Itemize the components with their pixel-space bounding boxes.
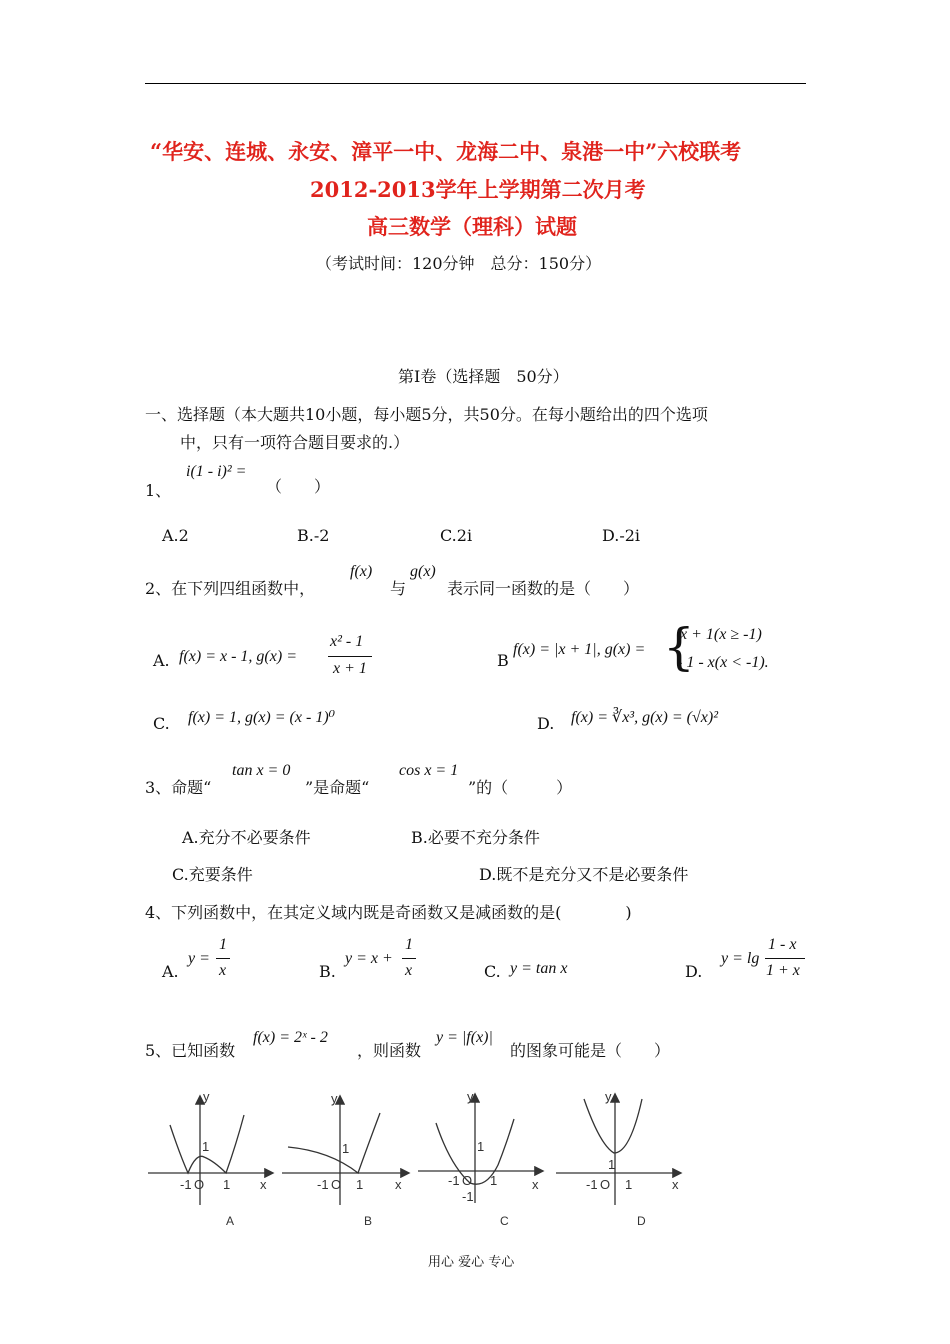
q2-g: g(x): [410, 563, 436, 580]
graph-b-tick-1: 1: [356, 1177, 364, 1192]
graph-d-x-label: x: [672, 1177, 679, 1192]
q1-expression: i(1 - i)² =: [186, 463, 247, 480]
q4-a-den: x: [219, 962, 227, 979]
q3-option-b: B.必要不充分条件: [411, 828, 540, 847]
q2-a-expr: f(x) = x - 1, g(x) =: [179, 648, 297, 665]
q4-d-den: 1 + x: [766, 962, 800, 979]
q5-g-expr: y = |f(x)|: [436, 1029, 493, 1046]
q2-d-expr: f(x) = ∛x³, g(x) = (√x)²: [571, 709, 718, 726]
graph-a-tick-neg1: -1: [180, 1177, 192, 1192]
graph-a-x-label: x: [260, 1177, 267, 1192]
q4-d-bar: [765, 958, 805, 959]
graph-b-curve: [288, 1113, 380, 1173]
section-title: 第Ⅰ卷（选择题 50分）: [398, 367, 569, 386]
q5-f-expr: f(x) = 2ˣ - 2: [253, 1029, 328, 1046]
graph-a-y-label: y: [203, 1089, 210, 1104]
q2-b-case-1: x + 1(x ≥ -1): [680, 626, 762, 643]
graph-a: [148, 1097, 272, 1205]
q2-c-expr: f(x) = 1, g(x) = (x - 1)⁰: [188, 709, 336, 726]
graph-a-tick-y1: 1: [202, 1139, 210, 1154]
q1-option-c: C.2i: [440, 526, 473, 545]
q4-b-den: x: [405, 962, 413, 979]
q2-a-numerator: x² - 1: [330, 633, 364, 650]
q2-a-label: A.: [153, 651, 170, 670]
q4-stem: 4、下列函数中，在其定义域内既是奇函数又是减函数的是( ): [145, 903, 632, 922]
q5-stem-pre: 5、已知函数: [145, 1041, 236, 1060]
graph-b-label: B: [364, 1214, 373, 1228]
q4-c-expr: y = tan x: [510, 960, 568, 977]
q3-stem-pre: 3、命题“: [145, 778, 212, 797]
q2-b-expr: f(x) = |x + 1|, g(x) =: [513, 641, 646, 658]
instruction-line-2: 中，只有一项符合题目要求的.）: [180, 433, 410, 452]
footer-text: 用心 爱心 专心: [428, 1255, 515, 1270]
q4-b-bar: [402, 958, 416, 959]
graph-c-tick-1: 1: [490, 1173, 498, 1188]
graph-c-y-label: y: [467, 1089, 474, 1104]
graph-d-origin: O: [600, 1177, 611, 1192]
q5-stem-post: 的图象可能是（ ）: [510, 1041, 671, 1060]
graph-b-origin: O: [331, 1177, 342, 1192]
q2-b-brace: {: [663, 618, 695, 676]
graph-d-y-label: y: [605, 1089, 612, 1104]
graph-c-tick-yneg1: -1: [462, 1189, 474, 1204]
q2-c-label: C.: [153, 714, 170, 733]
q3-stem-post: ”的（ ）: [468, 778, 573, 797]
q2-mid: 与: [390, 579, 407, 598]
q4-d-num: 1 - x: [768, 936, 797, 953]
q1-number: 1、: [145, 481, 172, 500]
q2-b-label: B: [497, 651, 509, 670]
q4-b-label: B.: [319, 962, 336, 981]
graph-c-label: C: [500, 1214, 509, 1228]
q2-stem-post: 表示同一函数的是（ ）: [447, 579, 640, 598]
q3-p: tan x = 0: [232, 762, 291, 779]
q5-stem-mid: ，则函数: [357, 1041, 422, 1060]
q3-option-d: D.既不是充分又不是必要条件: [479, 865, 689, 884]
q4-a-bar: [216, 958, 230, 959]
header-rule: [145, 83, 806, 84]
graph-c-x-label: x: [532, 1177, 539, 1192]
graph-c-origin: O: [462, 1173, 473, 1188]
graph-c-tick-y1: 1: [477, 1139, 485, 1154]
graph-b-tick-neg1: -1: [317, 1177, 329, 1192]
q3-q: cos x = 1: [399, 762, 459, 779]
title-line-2: 2012-2013学年上学期第二次月考: [310, 177, 646, 202]
q3-option-c: C.充要条件: [172, 865, 253, 884]
instruction-line-1: 一、选择题（本大题共10小题，每小题5分，共50分。在每小题给出的四个选项: [145, 405, 708, 424]
graph-b-y-label: y: [331, 1091, 338, 1106]
q4-d-pre: y = lg: [721, 950, 760, 967]
exam-info: （考试时间：120分钟 总分：150分）: [316, 254, 602, 273]
graph-d-label: D: [637, 1214, 646, 1228]
q2-a-denominator: x + 1: [333, 660, 367, 677]
graph-a-label: A: [226, 1214, 235, 1228]
graph-a-origin: O: [194, 1177, 205, 1192]
q2-f: f(x): [350, 563, 373, 580]
q2-d-label: D.: [537, 714, 555, 733]
q4-d-label: D.: [685, 962, 703, 981]
title-line-1: “华安、连城、永安、漳平一中、龙海二中、泉港一中”六校联考: [150, 139, 742, 164]
q2-b-case-2: - 1 - x(x < -1).: [677, 654, 769, 671]
q4-a-num: 1: [219, 936, 227, 953]
graph-d-tick-1: 1: [625, 1177, 633, 1192]
graph-a-tick-1: 1: [223, 1177, 231, 1192]
q4-b-num: 1: [405, 936, 413, 953]
graph-c-tick-neg1: -1: [448, 1173, 460, 1188]
q3-option-a: A.充分不必要条件: [182, 828, 311, 847]
graph-d-curve: [584, 1099, 642, 1153]
q4-b-pre: y = x +: [345, 950, 393, 967]
graph-d-tick-y1: 1: [608, 1157, 616, 1172]
q4-a-pre: y =: [188, 950, 210, 967]
q4-c-label: C.: [484, 962, 501, 981]
graph-d: [556, 1095, 680, 1205]
q1-paren: （ ）: [266, 477, 331, 496]
q2-a-fraction-bar: [328, 656, 372, 657]
q1-option-a: A.2: [162, 526, 189, 545]
graph-b-x-label: x: [395, 1177, 402, 1192]
q3-stem-mid: ”是命题“: [305, 778, 370, 797]
q2-stem-pre: 2、在下列四组函数中，: [145, 579, 316, 598]
q1-option-b: B.-2: [297, 526, 330, 545]
q5-graphs: [140, 1085, 820, 1245]
q1-option-d: D.-2i: [602, 526, 641, 545]
graph-b-tick-y1: 1: [342, 1141, 350, 1156]
q4-a-label: A.: [162, 962, 179, 981]
graph-d-tick-neg1: -1: [586, 1177, 598, 1192]
title-line-3: 高三数学（理科）试题: [367, 214, 577, 239]
